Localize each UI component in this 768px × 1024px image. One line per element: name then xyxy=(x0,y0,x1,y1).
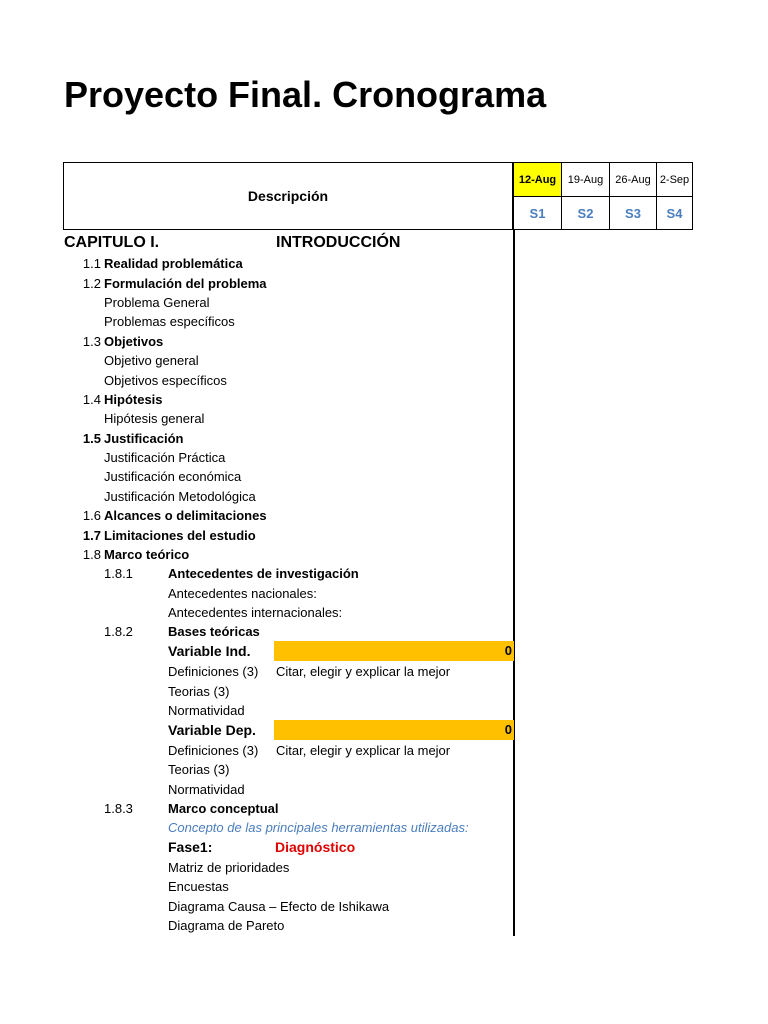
week-date: 26-Aug xyxy=(610,163,656,197)
subitem: Encuestas xyxy=(168,879,229,894)
variable-value: 0 xyxy=(504,722,512,737)
section-title: Marco teórico xyxy=(104,547,190,562)
subsection-title: Marco conceptual xyxy=(168,801,279,816)
subitem: Teorias (3) xyxy=(168,762,230,777)
subitem: Antecedentes nacionales: xyxy=(168,586,317,601)
section-title: Realidad problemática xyxy=(104,256,243,271)
description-header-cell xyxy=(63,162,513,230)
subitem: Hipótesis general xyxy=(104,411,205,426)
chapter-label: CAPITULO I. xyxy=(64,234,160,251)
subitem: Objetivos específicos xyxy=(104,373,227,388)
section-title: Formulación del problema xyxy=(104,276,267,291)
week-date: 19-Aug xyxy=(562,163,609,197)
phase-label: Fase1: xyxy=(168,839,213,855)
section-number: 1.1 xyxy=(82,256,101,271)
page-title: Proyecto Final. Cronograma xyxy=(64,74,547,115)
section-number: 1.6 xyxy=(82,508,101,523)
subsection-number: 1.8.3 xyxy=(104,801,133,816)
section-title: Hipótesis xyxy=(104,392,163,407)
concept-note: Concepto de las principales herramientas utilizadas: xyxy=(168,820,469,835)
week-date: 12-Aug xyxy=(514,163,561,197)
variable-value: 0 xyxy=(504,643,512,658)
section-title: Objetivos xyxy=(104,334,164,349)
subitem: Antecedentes internacionales: xyxy=(168,605,343,620)
subitem: Justificación Metodológica xyxy=(104,489,256,504)
subitem: Diagrama Causa – Efecto de Ishikawa xyxy=(168,899,390,914)
variable-label: Variable Dep. xyxy=(168,722,256,738)
subsection-title: Bases teóricas xyxy=(168,624,260,639)
section-number: 1.7 xyxy=(82,528,101,543)
section-number: 1.2 xyxy=(82,276,101,291)
subsection-number: 1.8.1 xyxy=(104,566,133,581)
week-date: 2-Sep xyxy=(657,163,692,197)
section-title: Alcances o delimitaciones xyxy=(104,508,267,523)
timeline-divider xyxy=(513,230,515,936)
subitem: Problema General xyxy=(104,295,210,310)
subitem-note: Citar, elegir y explicar la mejor xyxy=(276,743,451,758)
section-number: 1.8 xyxy=(82,547,101,562)
week-column-1 xyxy=(513,162,562,230)
week-column-4 xyxy=(656,162,693,230)
section-title: Justificación xyxy=(104,431,184,446)
subitem: Diagrama de Pareto xyxy=(168,918,285,933)
variable-bar xyxy=(274,720,514,740)
variable-bar xyxy=(274,641,514,661)
subitem: Teorias (3) xyxy=(168,684,230,699)
section-number: 1.5 xyxy=(82,431,101,446)
description-label: Descripción xyxy=(247,188,329,204)
subitem: Definiciones (3) xyxy=(168,664,259,679)
section-number: 1.4 xyxy=(82,392,101,407)
subitem: Normatividad xyxy=(168,782,245,797)
section-title: Limitaciones del estudio xyxy=(104,528,256,543)
chapter-title: INTRODUCCIÓN xyxy=(276,234,401,251)
schedule-header xyxy=(63,162,693,230)
subitem: Definiciones (3) xyxy=(168,743,259,758)
subitem: Problemas específicos xyxy=(104,314,235,329)
phase-name: Diagnóstico xyxy=(275,839,356,855)
subitem: Justificación económica xyxy=(104,469,242,484)
variable-label: Variable Ind. xyxy=(168,643,251,659)
subitem: Normatividad xyxy=(168,703,245,718)
week-column-2 xyxy=(561,162,610,230)
subitem-note: Citar, elegir y explicar la mejor xyxy=(276,664,451,679)
week-label: S4 xyxy=(666,206,683,221)
subitem: Objetivo general xyxy=(104,353,199,368)
week-column-3 xyxy=(609,162,657,230)
subsection-title: Antecedentes de investigación xyxy=(168,566,359,581)
subitem: Justificación Práctica xyxy=(104,450,226,465)
week-label: S2 xyxy=(577,206,594,221)
subitem: Matriz de prioridades xyxy=(168,860,290,875)
week-label: S1 xyxy=(529,206,546,221)
week-label: S3 xyxy=(625,206,641,221)
subsection-number: 1.8.2 xyxy=(104,624,133,639)
section-number: 1.3 xyxy=(82,334,101,349)
